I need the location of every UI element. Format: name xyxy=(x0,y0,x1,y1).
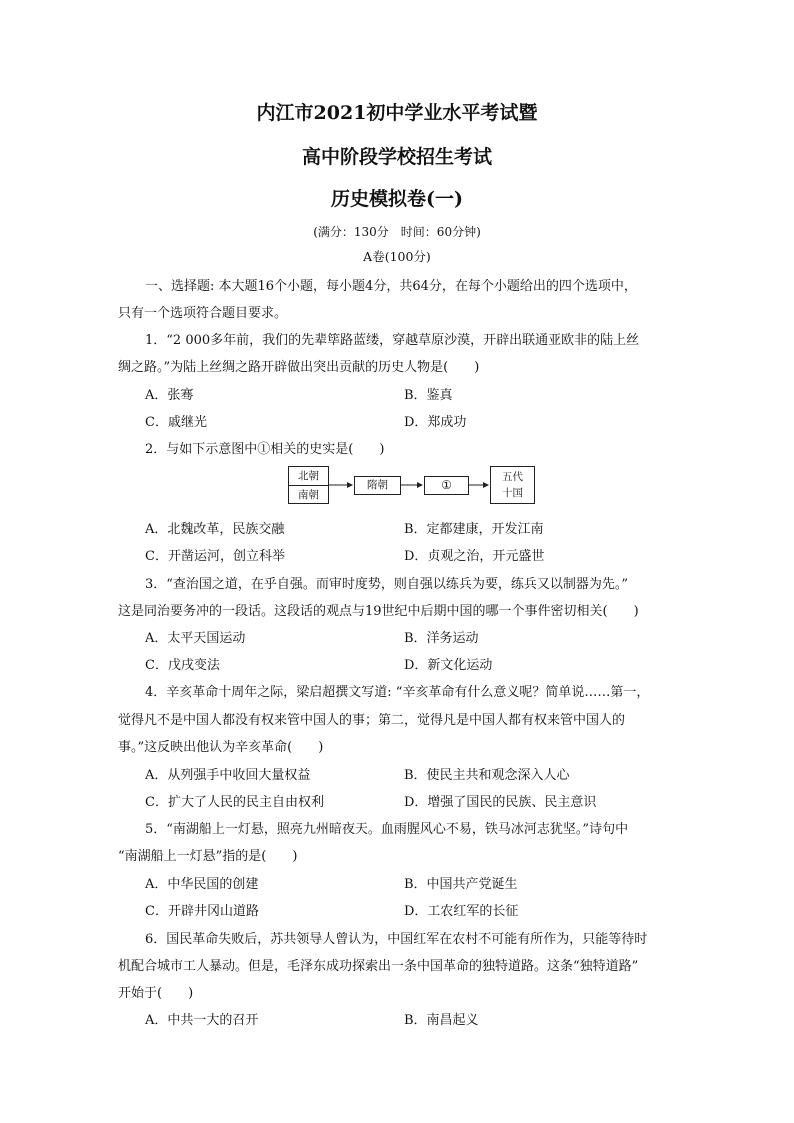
q1-option-d: D．郑成功 xyxy=(404,415,467,430)
q2-option-c: C．开凿运河，创立科举 xyxy=(145,549,285,564)
q3-stem-line1: 3．“查治国之道，在乎自强。而审时度势，则自强以练兵为要，练兵又以制器为先。” xyxy=(145,577,629,592)
q6-option-b: B．南昌起义 xyxy=(404,1013,479,1028)
box-sui-dynasty: 隋朝 xyxy=(354,476,401,495)
exam-title-line1: 内江市2021初中学业水平考试暨 xyxy=(256,102,538,124)
q2-option-a: A．北魏改革，民族交融 xyxy=(145,522,285,537)
box-north-south-dynasties xyxy=(288,466,329,504)
q6-option-a: A．中共一大的召开 xyxy=(145,1013,259,1028)
box-blank-1: ① xyxy=(424,476,469,495)
q1-option-a: A．张骞 xyxy=(145,388,194,403)
q4-option-a: A．从列强手中收回大量权益 xyxy=(145,768,311,783)
q4-option-d: D．增强了国民的民族、民主意识 xyxy=(404,795,597,810)
q5-option-c: C．开辟井冈山道路 xyxy=(145,904,259,919)
q6-stem-line2: 机配合城市工人暴动。但是，毛泽东成功探索出一条中国革命的独特道路。这条“独特道路” xyxy=(118,959,639,974)
q6-stem-line3: 开始于( ) xyxy=(118,986,194,1001)
q5-option-d: D．工农红军的长征 xyxy=(404,904,519,919)
q5-stem-line1: 5．“南湖船上一灯悬，照亮九州暗夜天。血雨腥风心不易，铁马冰河志犹坚。”诗句中 xyxy=(145,822,629,837)
section-instruction-line2: 只有一个选项符合题目要求。 xyxy=(118,306,288,321)
box-northern-dynasty: 北朝 xyxy=(289,467,328,486)
q2-option-b: B．定都建康，开发江南 xyxy=(404,522,544,537)
q4-stem-line1: 4．辛亥革命十周年之际，梁启超撰文写道: “辛亥革命有什么意义呢？简单说……第一， xyxy=(145,685,650,700)
q1-option-c: C．戚继光 xyxy=(145,415,207,430)
q2-option-d: D．贞观之治，开元盛世 xyxy=(404,549,545,564)
q4-stem-line2: 觉得凡不是中国人都没有权来管中国人的事；第二，觉得凡是中国人都有权来管中国人的 xyxy=(118,713,626,728)
q3-option-b: B．洋务运动 xyxy=(404,631,479,646)
q3-option-c: C．戊戌变法 xyxy=(145,658,220,673)
q5-stem-line2: “南湖船上一灯悬”指的是( ) xyxy=(118,849,298,864)
q1-stem-line2: 绸之路。”为陆上丝绸之路开辟做出突出贡献的历史人物是( ) xyxy=(118,360,480,375)
q3-option-a: A．太平天国运动 xyxy=(145,631,246,646)
q5-option-b: B．中国共产党诞生 xyxy=(404,877,518,892)
dynasty-flow-diagram xyxy=(288,466,538,504)
exam-title-line2: 高中阶段学校招生考试 xyxy=(301,146,492,168)
q3-stem-line2: 这是同治要务冲的一段话。这段话的观点与19世纪中后期中国的哪一个事件密切相关( ) xyxy=(118,604,639,619)
exam-title-line3: 历史模拟卷(一) xyxy=(331,188,463,210)
q1-stem-line1: 1．“2 000多年前，我们的先辈筚路蓝缕，穿越草原沙漠，开辟出联通亚欧非的陆上丝 xyxy=(145,333,640,348)
q5-option-a: A．中华民国的创建 xyxy=(145,877,259,892)
box-five-dynasties xyxy=(490,466,535,504)
q1-option-b: B．鉴真 xyxy=(404,388,453,403)
box-southern-dynasty: 南朝 xyxy=(298,489,319,501)
q4-option-b: B．使民主共和观念深入人心 xyxy=(404,768,570,783)
part-label: A卷(100分) xyxy=(363,249,431,264)
box-five-dynasties-top: 五代 xyxy=(502,471,523,483)
q2-stem: 2．与如下示意图中①相关的史实是( ) xyxy=(145,442,385,457)
box-ten-kingdoms: 十国 xyxy=(502,487,523,499)
section-instruction-line1: 一、选择题: 本大题16个小题，每小题4分，共64分，在每个小题给出的四个选项中， xyxy=(145,279,637,294)
q4-stem-line3: 事。”这反映出他认为辛亥革命( ) xyxy=(118,740,324,755)
score-time-info: (满分：130分 时间：60分钟) xyxy=(313,225,481,239)
q4-option-c: C．扩大了人民的民主自由权利 xyxy=(145,795,324,810)
q3-option-d: D．新文化运动 xyxy=(404,658,493,673)
q6-stem-line1: 6．国民革命失败后，苏共领导人曾认为，中国红军在农村不可能有所作为，只能等待时 xyxy=(145,932,648,947)
